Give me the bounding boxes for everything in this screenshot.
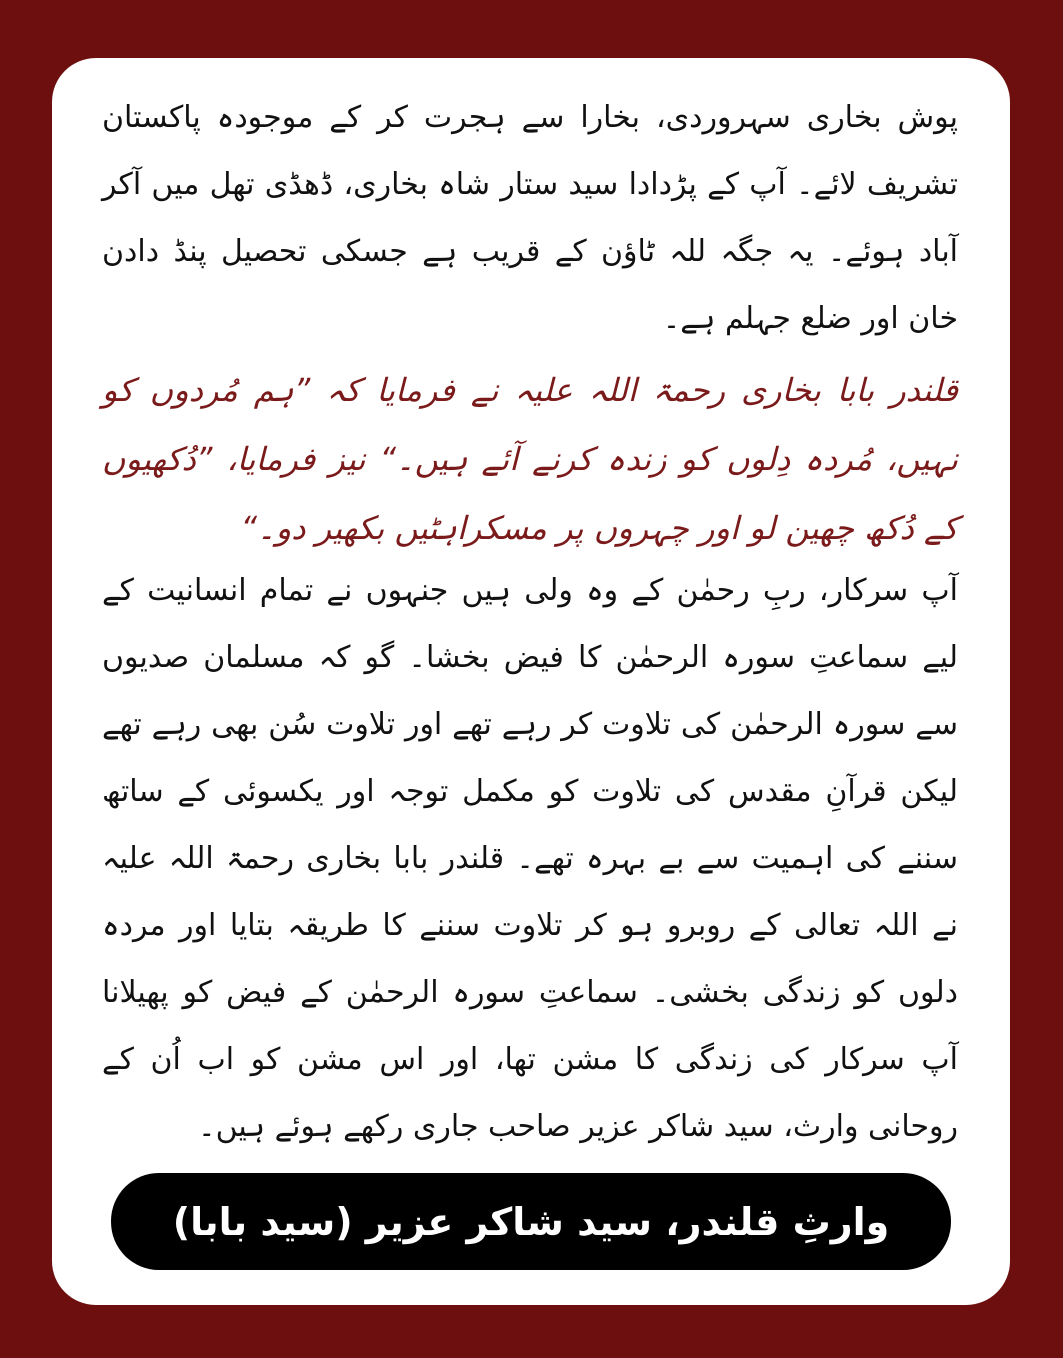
footer-label: وارثِ قلندر، سید شاکر عزیر (سید بابا) [172, 1199, 890, 1244]
paragraph-lineage: پوش بخاری سہروردی، بخارا سے ہجرت کر کے موجودہ پاکستان تشریف لائے۔ آپ کے پڑدادا سید ستار شاہ بخاری، ڈھڈی تھل میں آکر آباد ہوئے۔ یہ جگہ للہ ٹاؤن کے قریب ہے جسکی تحصیل پنڈ دادن خان اور ضلع جہلم ہے۔ [102, 100, 958, 336]
paragraph-surah-rahman: آپ سرکار، ربِ رحمٰن کے وہ ولی ہیں جنہوں نے تمام انسانیت کے لیے سماعتِ سورہ الرحمٰن کا فیض بخشا۔ گو کہ مسلمان صدیوں سے سورہ الرحمٰن کی تلاوت کر رہے تھے اور تلاوت سُن بھی رہے تھے لیکن قرآنِ مقدس کی تلاوت کو مکمل توجہ اور یکسوئی کے ساتھ سننے کی اہمیت سے بے بہرہ تھے۔ قلندر بابا بخاری رحمۃ اللہ علیہ نے اللہ تعالی کے روبرو ہو کر تلاوت سننے کا طریقہ بتایا اور مردہ دلوں کو زندگی بخشی۔ سماعتِ سورہ الرحمٰن کے فیض کو پھیلانا آپ سرکار کی زندگی کا مشن تھا، اور اس مشن کو اب اُن کے روحانی وارث، سید شاکر عزیر صاحب جاری رکھے ہوئے ہیں۔ [102, 573, 958, 1144]
quote-paragraph: قلندر بابا بخاری رحمۃ اللہ علیہ نے فرمایا کہ ”ہم مُردوں کو نہیں، مُردہ دِلوں کو زندہ کرنے آئے ہیں۔“ نیز فرمایا، ”دُکھیوں کے دُکھ چھین لو اور چہروں پر مسکراہٹیں بکھیر دو۔“ [102, 371, 958, 547]
footer-banner [111, 1173, 951, 1270]
content-card [52, 58, 1010, 1305]
